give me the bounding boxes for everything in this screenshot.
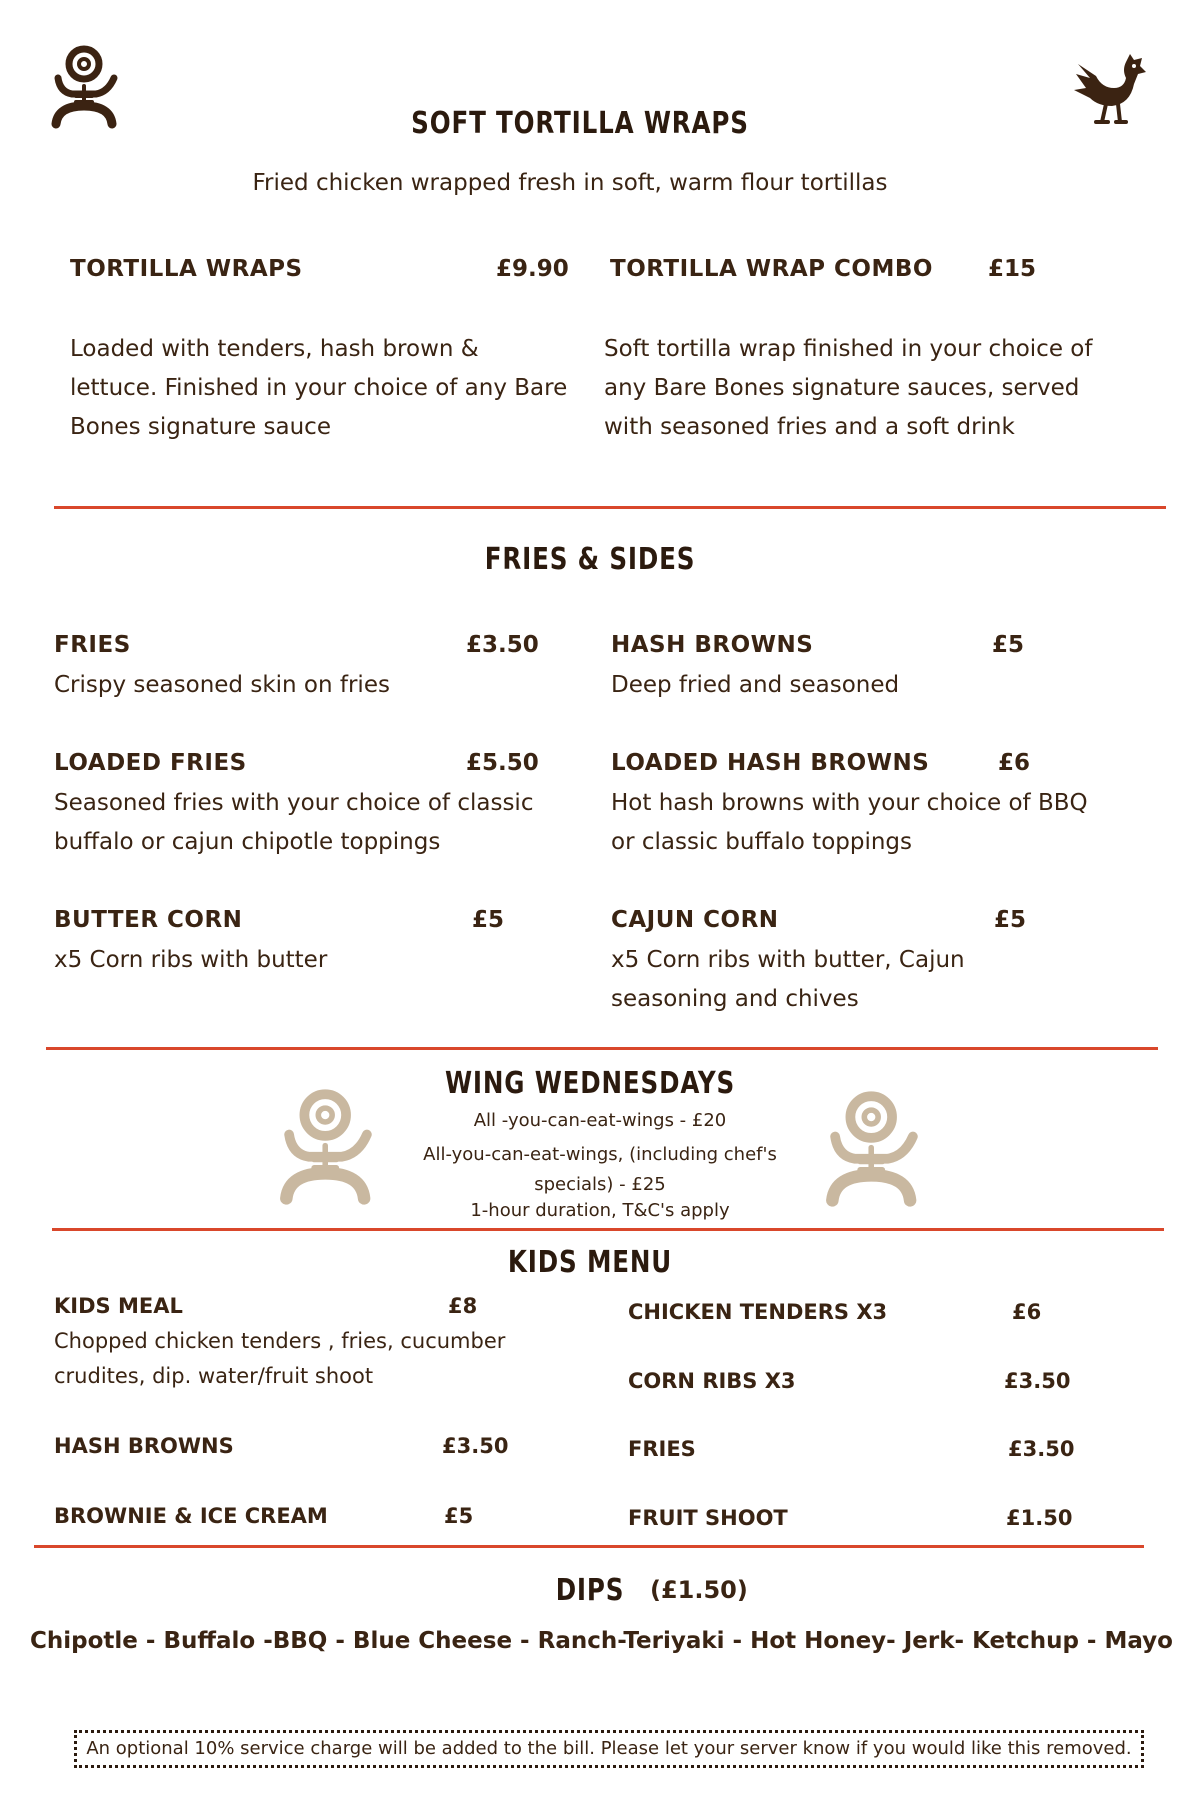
side-item-name: BUTTER CORN — [54, 907, 243, 933]
wraps-item-desc: Loaded with tenders, hash brown & lettuce. Finished in your choice of any Bare Bones signature sauce — [70, 336, 568, 440]
side-item-desc: Seasoned fries with your choice of classic buffalo or cajun chipotle toppings — [54, 790, 534, 855]
bare-bones-logo-icon — [824, 1084, 924, 1214]
kids-item-name: HASH BROWNS — [54, 1434, 234, 1458]
divider — [54, 506, 1166, 509]
kids-item-name: BROWNIE & ICE CREAM — [54, 1504, 328, 1528]
kids-item-price: £6 — [1012, 1300, 1042, 1324]
kids-item-price: £1.50 — [1006, 1506, 1073, 1530]
kids-item-desc: Chopped chicken tenders , fries, cucumber crudites, dip. water/fruit shoot — [54, 1329, 506, 1388]
service-charge-notice: An optional 10% service charge will be added to the bill. Please let your server know if you would like this removed. — [74, 1730, 1144, 1768]
side-item-price: £3.50 — [466, 632, 539, 658]
kids-title: KIDS MENU — [507, 1245, 673, 1280]
side-item-name: LOADED HASH BROWNS — [611, 750, 930, 776]
wraps-combo-desc: Soft tortilla wrap finished in your choice of any Bare Bones signature sauces, served with seasoned fries and a soft drink — [604, 336, 1093, 440]
side-item-price: £5 — [472, 907, 505, 933]
side-item-desc: x5 Corn ribs with butter, Cajun seasoning and chives — [611, 947, 965, 1012]
dips-price: (£1.50) — [650, 1576, 748, 1604]
side-item-desc: Crispy seasoned skin on fries — [54, 672, 390, 698]
kids-item-price: £3.50 — [442, 1434, 509, 1458]
divider — [46, 1047, 1158, 1050]
wraps-item-price: £9.90 — [496, 256, 569, 282]
divider — [34, 1545, 1144, 1548]
kids-item-price: £3.50 — [1004, 1369, 1071, 1393]
side-item-desc: x5 Corn ribs with butter — [54, 947, 328, 973]
divider — [52, 1228, 1164, 1231]
kids-item-name: CORN RIBS X3 — [628, 1369, 796, 1393]
kids-item-price: £5 — [444, 1504, 474, 1528]
side-item-desc: Hot hash browns with your choice of BBQ or classic buffalo toppings — [611, 790, 1088, 855]
dips-title: DIPS — [555, 1573, 625, 1608]
side-item-price: £5 — [992, 632, 1025, 658]
rooster-icon — [1068, 44, 1152, 128]
kids-item-name: CHICKEN TENDERS X3 — [628, 1300, 888, 1324]
wings-title: WING WEDNESDAYS — [444, 1066, 736, 1101]
side-item-desc: Deep fried and seasoned — [611, 672, 900, 698]
wings-line: All -you-can-eat-wings - £20 — [473, 1110, 727, 1131]
wraps-combo-name: TORTILLA WRAP COMBO — [610, 256, 933, 282]
side-item-name: CAJUN CORN — [611, 907, 779, 933]
wraps-combo-price: £15 — [988, 256, 1037, 282]
side-item-price: £6 — [998, 750, 1031, 776]
side-item-name: HASH BROWNS — [611, 632, 814, 658]
wraps-title: SOFT TORTILLA WRAPS — [411, 106, 749, 141]
bare-bones-logo-icon — [278, 1082, 378, 1212]
sides-title: FRIES & SIDES — [484, 542, 696, 577]
side-item-name: LOADED FRIES — [54, 750, 247, 776]
side-item-name: FRIES — [54, 632, 131, 658]
side-item-price: £5 — [994, 907, 1027, 933]
wings-line: All-you-can-eat-wings, (including chef's specials) - £25 — [423, 1144, 777, 1195]
kids-item-price: £3.50 — [1008, 1437, 1075, 1461]
kids-item-price: £8 — [448, 1294, 478, 1318]
side-item-price: £5.50 — [466, 750, 539, 776]
kids-item-name: FRIES — [628, 1437, 696, 1461]
wings-line: 1-hour duration, T&C's apply — [470, 1200, 730, 1221]
dips-list: Chipotle - Buffalo -BBQ - Blue Cheese - Ranch-Teriyaki - Hot Honey- Jerk- Ketchup - Mayo — [30, 1628, 1173, 1654]
wraps-item-name: TORTILLA WRAPS — [70, 256, 303, 282]
kids-item-name: FRUIT SHOOT — [628, 1506, 788, 1530]
kids-item-name: KIDS MEAL — [54, 1294, 183, 1318]
wraps-subtitle: Fried chicken wrapped fresh in soft, warm flour tortillas — [252, 170, 888, 196]
bare-bones-logo-icon — [50, 44, 122, 130]
